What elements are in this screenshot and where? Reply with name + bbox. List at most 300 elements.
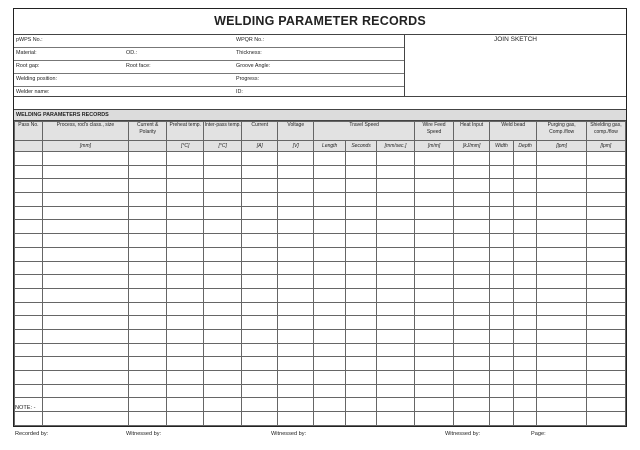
table-cell[interactable] [346,371,377,385]
table-cell[interactable] [314,412,346,426]
table-cell[interactable] [204,220,242,234]
table-cell[interactable] [167,165,204,179]
table-cell[interactable] [278,398,314,412]
table-cell[interactable] [586,165,625,179]
table-cell[interactable] [454,206,490,220]
table-cell[interactable] [513,206,537,220]
table-cell[interactable] [586,398,625,412]
table-cell[interactable] [537,316,586,330]
table-cell[interactable] [15,234,43,248]
table-cell[interactable] [415,302,454,316]
table-cell[interactable] [167,384,204,398]
table-cell[interactable] [129,261,167,275]
table-cell[interactable] [204,343,242,357]
table-cell[interactable] [490,288,514,302]
table-cell[interactable] [278,220,314,234]
table-cell[interactable] [586,302,625,316]
table-cell[interactable] [242,193,278,207]
table-cell[interactable] [204,371,242,385]
table-cell[interactable] [537,384,586,398]
table-cell[interactable] [454,152,490,166]
joint-sketch-area[interactable] [405,35,626,96]
table-cell[interactable] [376,193,414,207]
table-cell[interactable] [167,398,204,412]
table-cell[interactable] [415,206,454,220]
table-cell[interactable] [415,247,454,261]
table-cell[interactable] [537,152,586,166]
table-cell[interactable] [537,206,586,220]
table-cell[interactable] [346,398,377,412]
table-cell[interactable] [537,371,586,385]
table-cell[interactable] [314,193,346,207]
root-face-field[interactable]: Root face: [126,63,151,69]
table-cell[interactable] [42,288,128,302]
table-cell[interactable] [454,329,490,343]
table-cell[interactable] [537,302,586,316]
table-cell[interactable] [454,247,490,261]
table-cell[interactable] [537,398,586,412]
table-cell[interactable] [513,357,537,371]
table-cell[interactable] [15,357,43,371]
table-cell[interactable] [204,412,242,426]
table-cell[interactable] [513,371,537,385]
table-cell[interactable] [167,220,204,234]
table-cell[interactable] [415,357,454,371]
table-cell[interactable] [537,343,586,357]
table-cell[interactable] [454,234,490,248]
table-cell[interactable] [454,275,490,289]
table-cell[interactable] [129,247,167,261]
table-cell[interactable] [513,288,537,302]
table-cell[interactable] [537,165,586,179]
table-cell[interactable] [204,152,242,166]
table-cell[interactable] [415,384,454,398]
table-cell[interactable] [42,316,128,330]
table-cell[interactable] [314,152,346,166]
table-cell[interactable] [490,234,514,248]
table-cell[interactable] [490,302,514,316]
table-cell[interactable] [415,288,454,302]
table-cell[interactable] [42,220,128,234]
table-cell[interactable] [129,206,167,220]
table-cell[interactable] [513,398,537,412]
table-cell[interactable] [129,234,167,248]
table-cell[interactable] [42,152,128,166]
table-cell[interactable] [204,357,242,371]
table-cell[interactable] [513,329,537,343]
table-cell[interactable] [346,152,377,166]
table-cell[interactable] [278,179,314,193]
table-cell[interactable] [167,357,204,371]
table-cell[interactable] [204,206,242,220]
table-cell[interactable] [242,275,278,289]
table-cell[interactable] [537,261,586,275]
table-cell[interactable] [586,261,625,275]
table-cell[interactable] [376,288,414,302]
table-cell[interactable] [586,371,625,385]
table-cell[interactable] [278,371,314,385]
table-cell[interactable] [167,152,204,166]
table-cell[interactable] [278,316,314,330]
table-cell[interactable] [513,275,537,289]
table-cell[interactable] [129,165,167,179]
table-cell[interactable] [129,302,167,316]
welding-position-field[interactable]: Welding position: [16,76,57,82]
table-cell[interactable] [42,247,128,261]
table-cell[interactable] [242,329,278,343]
table-cell[interactable] [15,247,43,261]
table-cell[interactable] [314,179,346,193]
table-cell[interactable] [513,165,537,179]
table-cell[interactable] [490,329,514,343]
table-cell[interactable] [204,316,242,330]
table-cell[interactable] [314,234,346,248]
table-cell[interactable] [42,193,128,207]
table-cell[interactable] [513,152,537,166]
table-cell[interactable] [314,220,346,234]
table-cell[interactable] [42,302,128,316]
table-cell[interactable] [129,329,167,343]
table-cell[interactable] [15,261,43,275]
table-cell[interactable] [314,357,346,371]
table-cell[interactable] [129,371,167,385]
table-cell[interactable] [15,371,43,385]
table-cell[interactable] [454,179,490,193]
table-cell[interactable] [42,398,128,412]
table-cell[interactable] [415,275,454,289]
table-cell[interactable] [586,316,625,330]
table-cell[interactable] [278,247,314,261]
table-cell[interactable] [490,384,514,398]
table-cell[interactable] [490,261,514,275]
table-cell[interactable] [490,316,514,330]
table-cell[interactable] [586,234,625,248]
table-cell[interactable] [42,357,128,371]
table-cell[interactable] [376,247,414,261]
table-cell[interactable] [376,220,414,234]
table-cell[interactable] [346,234,377,248]
table-cell[interactable] [204,165,242,179]
table-cell[interactable] [513,316,537,330]
table-cell[interactable] [376,329,414,343]
table-cell[interactable] [415,152,454,166]
table-cell[interactable] [346,247,377,261]
table-cell[interactable] [242,371,278,385]
table-cell[interactable] [376,398,414,412]
table-cell[interactable] [454,384,490,398]
table-cell[interactable] [278,261,314,275]
table-cell[interactable] [204,275,242,289]
table-cell[interactable] [490,152,514,166]
table-cell[interactable] [415,234,454,248]
table-cell[interactable] [415,261,454,275]
id-field[interactable]: ID: [236,89,243,95]
table-cell[interactable] [376,343,414,357]
table-cell[interactable] [15,412,43,426]
table-cell[interactable] [454,412,490,426]
table-cell[interactable] [490,165,514,179]
table-cell[interactable] [513,247,537,261]
table-cell[interactable] [537,357,586,371]
table-cell[interactable] [346,302,377,316]
table-cell[interactable] [415,398,454,412]
table-cell[interactable] [586,247,625,261]
material-field[interactable]: Material: [16,50,37,56]
table-cell[interactable] [346,316,377,330]
table-cell[interactable] [278,193,314,207]
table-cell[interactable] [586,343,625,357]
table-cell[interactable] [586,384,625,398]
table-cell[interactable] [314,165,346,179]
table-cell[interactable] [204,179,242,193]
table-cell[interactable] [15,384,43,398]
table-cell[interactable] [242,234,278,248]
table-cell[interactable] [15,152,43,166]
table-cell[interactable] [204,193,242,207]
table-cell[interactable] [15,193,43,207]
table-cell[interactable] [242,247,278,261]
table-cell[interactable] [15,316,43,330]
table-cell[interactable] [376,384,414,398]
table-cell[interactable] [42,261,128,275]
table-cell[interactable] [314,343,346,357]
table-cell[interactable] [586,206,625,220]
table-cell[interactable] [454,398,490,412]
table-cell[interactable] [242,316,278,330]
table-cell[interactable] [15,343,43,357]
table-cell[interactable] [454,261,490,275]
table-cell[interactable] [415,412,454,426]
table-cell[interactable] [346,357,377,371]
table-cell[interactable] [278,152,314,166]
table-cell[interactable] [454,357,490,371]
table-cell[interactable] [415,343,454,357]
table-cell[interactable] [314,384,346,398]
table-cell[interactable] [167,343,204,357]
table-cell[interactable] [346,288,377,302]
table-cell[interactable] [167,247,204,261]
table-cell[interactable] [129,343,167,357]
table-cell[interactable] [415,329,454,343]
table-cell[interactable] [513,261,537,275]
table-cell[interactable] [346,165,377,179]
table-cell[interactable] [129,288,167,302]
table-cell[interactable] [454,288,490,302]
table-cell[interactable] [242,302,278,316]
table-cell[interactable] [537,329,586,343]
table-cell[interactable] [415,220,454,234]
table-cell[interactable] [376,316,414,330]
table-cell[interactable] [586,179,625,193]
table-cell[interactable] [314,329,346,343]
table-cell[interactable] [490,357,514,371]
table-cell[interactable] [346,179,377,193]
table-cell[interactable] [278,275,314,289]
table-cell[interactable] [490,220,514,234]
table-cell[interactable] [586,220,625,234]
table-cell[interactable] [278,234,314,248]
table-cell[interactable] [454,316,490,330]
table-cell[interactable] [346,261,377,275]
table-cell[interactable] [376,165,414,179]
table-cell[interactable] [129,275,167,289]
table-cell[interactable] [15,329,43,343]
table-cell[interactable] [490,398,514,412]
table-cell[interactable] [346,343,377,357]
table-cell[interactable] [314,206,346,220]
table-cell[interactable] [314,371,346,385]
table-cell[interactable] [537,275,586,289]
table-cell[interactable] [167,234,204,248]
table-cell[interactable] [586,329,625,343]
table-cell[interactable] [15,206,43,220]
table-cell[interactable] [129,412,167,426]
table-cell[interactable] [454,165,490,179]
table-cell[interactable] [346,193,377,207]
table-cell[interactable] [415,316,454,330]
table-cell[interactable] [242,152,278,166]
table-cell[interactable] [537,220,586,234]
table-cell[interactable] [376,234,414,248]
groove-angle-field[interactable]: Groove Angle: [236,63,271,69]
table-cell[interactable] [242,412,278,426]
table-cell[interactable] [346,412,377,426]
table-cell[interactable] [167,412,204,426]
table-cell[interactable] [376,357,414,371]
table-cell[interactable] [129,152,167,166]
table-cell[interactable] [586,412,625,426]
table-cell[interactable] [537,179,586,193]
table-cell[interactable] [513,179,537,193]
table-cell[interactable] [376,302,414,316]
table-cell[interactable] [129,398,167,412]
table-cell[interactable] [314,316,346,330]
table-cell[interactable] [278,384,314,398]
table-cell[interactable] [376,206,414,220]
table-cell[interactable] [376,179,414,193]
table-cell[interactable] [42,206,128,220]
table-cell[interactable] [204,288,242,302]
table-cell[interactable] [586,288,625,302]
table-cell[interactable] [15,275,43,289]
table-cell[interactable] [42,329,128,343]
table-cell[interactable] [454,371,490,385]
table-cell[interactable] [15,220,43,234]
table-cell[interactable] [42,384,128,398]
table-cell[interactable] [278,302,314,316]
table-cell[interactable] [513,384,537,398]
table-cell[interactable] [376,412,414,426]
table-cell[interactable] [537,288,586,302]
progress-field[interactable]: Progress: [236,76,260,82]
table-cell[interactable] [490,343,514,357]
table-cell[interactable] [513,343,537,357]
table-cell[interactable] [537,193,586,207]
table-cell[interactable] [537,234,586,248]
table-cell[interactable] [129,179,167,193]
table-cell[interactable] [278,412,314,426]
table-cell[interactable] [454,220,490,234]
table-cell[interactable] [586,193,625,207]
table-cell[interactable] [15,288,43,302]
table-cell[interactable] [15,179,43,193]
table-cell[interactable] [129,357,167,371]
pwps-no-field[interactable]: pWPS No.: [16,37,43,43]
table-cell[interactable] [376,152,414,166]
table-cell[interactable] [204,261,242,275]
table-cell[interactable] [490,179,514,193]
table-cell[interactable] [346,220,377,234]
table-cell[interactable] [15,165,43,179]
thickness-field[interactable]: Thickness: [236,50,262,56]
table-cell[interactable] [346,329,377,343]
table-cell[interactable] [42,179,128,193]
table-cell[interactable] [314,288,346,302]
table-cell[interactable] [242,398,278,412]
table-cell[interactable] [278,343,314,357]
table-cell[interactable] [454,302,490,316]
table-cell[interactable] [314,275,346,289]
table-cell[interactable] [454,343,490,357]
table-cell[interactable] [42,234,128,248]
table-cell[interactable] [490,275,514,289]
table-cell[interactable] [129,220,167,234]
table-cell[interactable] [167,179,204,193]
table-cell[interactable] [415,193,454,207]
table-cell[interactable] [513,220,537,234]
table-cell[interactable] [278,165,314,179]
table-cell[interactable] [513,234,537,248]
table-cell[interactable] [167,316,204,330]
table-cell[interactable] [242,220,278,234]
table-cell[interactable] [204,398,242,412]
wpqr-no-field[interactable]: WPQR No.: [236,37,265,43]
table-cell[interactable] [242,165,278,179]
table-cell[interactable] [586,275,625,289]
table-cell[interactable] [167,329,204,343]
table-cell[interactable] [242,384,278,398]
table-cell[interactable] [278,288,314,302]
table-cell[interactable] [204,234,242,248]
root-gap-field[interactable]: Root gap: [16,63,40,69]
table-cell[interactable] [278,357,314,371]
table-cell[interactable] [242,343,278,357]
table-cell[interactable] [278,206,314,220]
table-cell[interactable] [15,302,43,316]
table-cell[interactable] [376,371,414,385]
table-cell[interactable] [490,247,514,261]
table-cell[interactable] [42,371,128,385]
table-cell[interactable] [242,261,278,275]
table-cell[interactable] [537,412,586,426]
welder-name-field[interactable]: Welder name: [16,89,50,95]
table-cell[interactable] [376,261,414,275]
table-cell[interactable] [376,275,414,289]
table-cell[interactable] [242,288,278,302]
table-cell[interactable] [490,371,514,385]
table-cell[interactable] [242,206,278,220]
table-cell[interactable] [586,357,625,371]
table-cell[interactable] [490,412,514,426]
table-cell[interactable] [537,247,586,261]
table-cell[interactable] [204,302,242,316]
table-cell[interactable] [129,316,167,330]
table-cell[interactable] [242,357,278,371]
table-cell[interactable] [167,288,204,302]
table-cell[interactable] [454,193,490,207]
table-cell[interactable] [513,302,537,316]
table-cell[interactable] [314,261,346,275]
